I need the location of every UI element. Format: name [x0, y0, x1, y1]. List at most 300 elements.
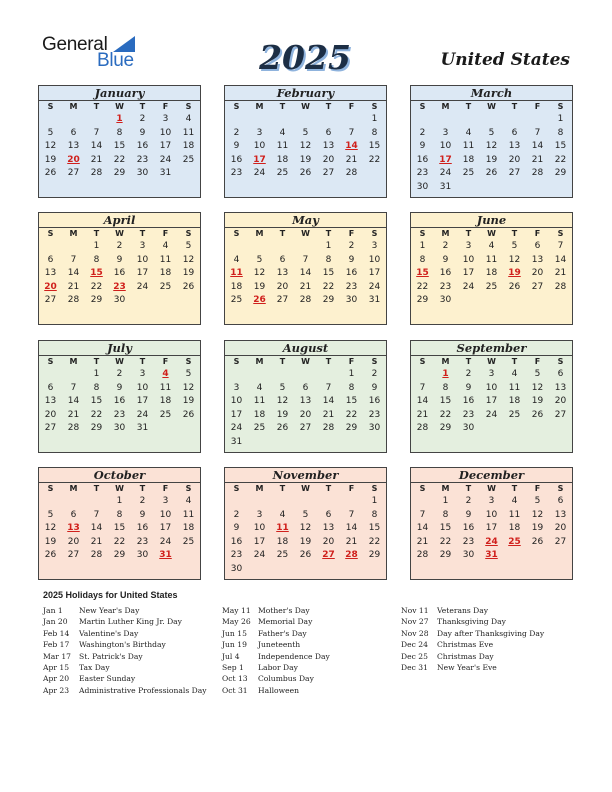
- day-cell: 23: [113, 409, 126, 420]
- day-cell: 11: [508, 382, 521, 393]
- empty-day-cell: [457, 294, 480, 308]
- empty-day-cell: [526, 181, 549, 195]
- month-table: [411, 228, 572, 308]
- weekday-header: T: [93, 102, 100, 111]
- day-cell: 7: [93, 127, 100, 138]
- day-cell: 29: [90, 295, 103, 306]
- weekday-header: T: [93, 484, 100, 493]
- day-cell: 13: [322, 523, 335, 534]
- weekday-header: W: [487, 357, 496, 366]
- day-cell: 28: [67, 295, 80, 306]
- day-cell: 6: [534, 241, 541, 251]
- day-cell: 11: [253, 396, 266, 407]
- day-cell: 2: [116, 241, 123, 251]
- weekday-header: T: [139, 102, 146, 111]
- day-cell: 7: [419, 382, 426, 393]
- day-cell: 14: [416, 396, 429, 407]
- day-cell: 18: [253, 409, 266, 420]
- day-cell: 27: [276, 295, 289, 306]
- day-cell: 29: [439, 550, 452, 561]
- holiday-date: Nov 11: [401, 606, 429, 615]
- day-cell: 12: [253, 268, 266, 279]
- holiday-date: Nov 28: [401, 628, 429, 638]
- day-cell: 12: [531, 382, 544, 393]
- day-cell: 1: [93, 241, 100, 251]
- day-cell: 19: [44, 536, 57, 547]
- day-cell: 3: [488, 496, 495, 506]
- empty-day-cell: [526, 113, 549, 127]
- day-cell: 11: [182, 509, 195, 520]
- empty-day-cell: [248, 368, 271, 382]
- day-cell: 16: [230, 536, 243, 547]
- day-cell: 22: [439, 536, 452, 547]
- empty-day-cell: [85, 113, 108, 127]
- weekday-header: M: [255, 357, 264, 366]
- month-title: April: [39, 213, 200, 228]
- empty-day-cell: [225, 240, 248, 254]
- day-cell: 25: [230, 295, 243, 306]
- weekday-header: S: [419, 229, 426, 238]
- day-cell: 15: [345, 396, 358, 407]
- holiday-name: New Year's Day: [79, 606, 140, 615]
- weekday-header: F: [162, 484, 169, 493]
- month-title: July: [39, 341, 200, 356]
- weekday-header: W: [487, 229, 496, 238]
- weekday-header: S: [233, 102, 240, 111]
- holiday-column: [222, 605, 330, 696]
- empty-day-cell: [85, 495, 108, 509]
- weekday-header: T: [139, 357, 146, 366]
- day-cell: 2: [465, 496, 472, 506]
- empty-day-cell: [62, 240, 85, 254]
- day-cell: 22: [322, 281, 335, 292]
- day-cell: 12: [44, 523, 57, 534]
- day-cell: 22: [368, 536, 381, 547]
- day-cell: 7: [534, 127, 541, 138]
- day-cell: 16: [136, 523, 149, 534]
- empty-day-cell: [317, 563, 340, 577]
- day-cell: 30: [136, 550, 149, 561]
- day-cell: 25: [276, 168, 289, 179]
- empty-day-cell: [457, 181, 480, 195]
- holiday-item: [222, 605, 330, 616]
- day-cell: 31: [230, 436, 243, 447]
- empty-day-cell: [39, 495, 62, 509]
- holiday-day-cell: 17: [439, 154, 452, 165]
- day-cell: 1: [371, 496, 378, 506]
- day-cell: 21: [67, 409, 80, 420]
- holiday-item: [43, 685, 207, 696]
- holiday-day-cell: 11: [276, 523, 289, 534]
- empty-day-cell: [131, 294, 154, 308]
- empty-day-cell: [549, 181, 572, 195]
- day-cell: 23: [230, 550, 243, 561]
- day-cell: 2: [116, 369, 123, 379]
- weekday-header: M: [69, 102, 78, 111]
- day-cell: 11: [182, 127, 195, 138]
- day-cell: 11: [159, 382, 172, 393]
- weekday-header: F: [534, 102, 541, 111]
- holiday-name: Administrative Professionals Day: [79, 685, 207, 695]
- weekday-header: T: [279, 229, 286, 238]
- empty-day-cell: [294, 495, 317, 509]
- day-cell: 10: [253, 141, 266, 152]
- day-cell: 17: [462, 268, 475, 279]
- day-cell: 4: [233, 254, 240, 265]
- weekday-header: W: [301, 229, 310, 238]
- day-cell: 14: [67, 396, 80, 407]
- logo-text-general: General: [42, 34, 108, 55]
- empty-day-cell: [363, 436, 386, 450]
- day-cell: 21: [345, 536, 358, 547]
- day-cell: 21: [345, 154, 358, 165]
- holiday-day-cell: 24: [485, 536, 498, 547]
- day-cell: 7: [93, 509, 100, 520]
- holiday-name: Juneteenth: [258, 640, 301, 650]
- weekday-header: F: [348, 229, 355, 238]
- day-cell: 5: [47, 509, 54, 520]
- day-cell: 10: [159, 509, 172, 520]
- empty-day-cell: [294, 240, 317, 254]
- holiday-item: [222, 673, 330, 684]
- empty-day-cell: [411, 368, 434, 382]
- day-cell: 24: [159, 536, 172, 547]
- day-cell: 18: [462, 154, 475, 165]
- holiday-item: [43, 628, 207, 639]
- day-cell: 20: [322, 154, 335, 165]
- day-cell: 20: [554, 523, 567, 534]
- day-cell: 30: [136, 168, 149, 179]
- holiday-item: [222, 685, 330, 696]
- day-cell: 11: [462, 141, 475, 152]
- holiday-item: [401, 662, 544, 673]
- day-cell: 31: [368, 295, 381, 306]
- day-cell: 19: [531, 396, 544, 407]
- day-cell: 14: [299, 268, 312, 279]
- month-table: [225, 483, 386, 577]
- weekday-header: S: [47, 357, 54, 366]
- month-title: May: [225, 213, 386, 228]
- month-title: June: [411, 213, 572, 228]
- empty-day-cell: [480, 113, 503, 127]
- empty-day-cell: [294, 563, 317, 577]
- empty-day-cell: [177, 294, 200, 308]
- month-title: October: [39, 468, 200, 483]
- day-cell: 8: [348, 382, 355, 393]
- day-cell: 2: [139, 114, 146, 124]
- day-cell: 5: [488, 127, 495, 138]
- day-cell: 25: [253, 423, 266, 434]
- holiday-day-cell: 1: [442, 369, 449, 379]
- day-cell: 19: [531, 523, 544, 534]
- holiday-item: [222, 616, 330, 627]
- day-cell: 6: [325, 509, 332, 520]
- holiday-day-cell: 28: [345, 550, 358, 561]
- month-table: [39, 483, 200, 563]
- day-cell: 10: [136, 382, 149, 393]
- weekday-header: T: [139, 229, 146, 238]
- day-cell: 22: [345, 409, 358, 420]
- empty-day-cell: [317, 495, 340, 509]
- day-cell: 21: [90, 154, 103, 165]
- weekday-header: T: [325, 102, 332, 111]
- day-cell: 28: [345, 168, 358, 179]
- day-cell: 8: [442, 509, 449, 520]
- empty-day-cell: [39, 113, 62, 127]
- day-cell: 26: [299, 550, 312, 561]
- month-table: [39, 356, 200, 436]
- weekday-header: T: [279, 484, 286, 493]
- empty-day-cell: [549, 294, 572, 308]
- empty-day-cell: [154, 294, 177, 308]
- empty-day-cell: [62, 368, 85, 382]
- weekday-header: F: [534, 357, 541, 366]
- day-cell: 29: [113, 550, 126, 561]
- empty-day-cell: [294, 368, 317, 382]
- day-cell: 12: [485, 141, 498, 152]
- day-cell: 24: [136, 409, 149, 420]
- weekday-header: T: [93, 357, 100, 366]
- day-cell: 28: [90, 168, 103, 179]
- day-cell: 8: [116, 127, 123, 138]
- weekday-header: S: [233, 357, 240, 366]
- month-july: [38, 340, 201, 453]
- day-cell: 20: [508, 154, 521, 165]
- weekday-header: T: [511, 229, 518, 238]
- day-cell: 4: [279, 127, 286, 138]
- day-cell: 18: [182, 523, 195, 534]
- weekday-header: S: [233, 229, 240, 238]
- weekday-header: W: [115, 102, 124, 111]
- day-cell: 20: [44, 409, 57, 420]
- day-cell: 25: [182, 154, 195, 165]
- day-cell: 20: [67, 536, 80, 547]
- day-cell: 20: [554, 396, 567, 407]
- weekday-header: S: [185, 229, 192, 238]
- day-cell: 6: [557, 369, 564, 379]
- empty-day-cell: [248, 436, 271, 450]
- day-cell: 10: [159, 127, 172, 138]
- day-cell: 5: [279, 382, 286, 393]
- empty-day-cell: [317, 436, 340, 450]
- day-cell: 17: [485, 396, 498, 407]
- day-cell: 3: [162, 496, 169, 506]
- day-cell: 30: [439, 295, 452, 306]
- holiday-date: Jun 19: [222, 640, 247, 650]
- day-cell: 5: [511, 241, 518, 251]
- weekday-header: F: [534, 484, 541, 493]
- day-cell: 28: [299, 295, 312, 306]
- empty-day-cell: [549, 422, 572, 436]
- day-cell: 14: [322, 396, 335, 407]
- empty-day-cell: [248, 113, 271, 127]
- weekday-header: S: [557, 357, 564, 366]
- holiday-day-cell: 23: [113, 281, 126, 292]
- empty-day-cell: [39, 240, 62, 254]
- day-cell: 22: [554, 154, 567, 165]
- day-cell: 27: [299, 423, 312, 434]
- day-cell: 26: [531, 409, 544, 420]
- day-cell: 18: [182, 141, 195, 152]
- empty-day-cell: [411, 495, 434, 509]
- holiday-date: May 11: [222, 606, 251, 615]
- day-cell: 24: [136, 281, 149, 292]
- month-september: [410, 340, 573, 453]
- holiday-item: [43, 639, 207, 650]
- day-cell: 24: [230, 423, 243, 434]
- day-cell: 4: [488, 241, 495, 251]
- day-cell: 7: [325, 382, 332, 393]
- day-cell: 10: [485, 382, 498, 393]
- day-cell: 22: [113, 154, 126, 165]
- day-cell: 29: [439, 423, 452, 434]
- weekday-header: S: [371, 357, 378, 366]
- weekday-header: S: [419, 102, 426, 111]
- day-cell: 23: [230, 168, 243, 179]
- day-cell: 14: [531, 141, 544, 152]
- weekday-header: S: [47, 229, 54, 238]
- empty-day-cell: [248, 240, 271, 254]
- month-november: [224, 467, 387, 580]
- day-cell: 24: [485, 409, 498, 420]
- month-october: [38, 467, 201, 580]
- day-cell: 19: [44, 154, 57, 165]
- weekday-header: S: [185, 484, 192, 493]
- empty-day-cell: [39, 368, 62, 382]
- empty-day-cell: [480, 422, 503, 436]
- weekday-header: M: [69, 484, 78, 493]
- day-cell: 17: [253, 536, 266, 547]
- holiday-name: Memorial Day: [258, 617, 313, 627]
- holiday-item: [401, 639, 544, 650]
- holiday-name: Independence Day: [258, 651, 330, 661]
- month-table: [39, 101, 200, 181]
- day-cell: 10: [136, 254, 149, 265]
- day-cell: 18: [230, 281, 243, 292]
- day-cell: 5: [534, 369, 541, 379]
- day-cell: 31: [159, 168, 172, 179]
- day-cell: 21: [67, 281, 80, 292]
- empty-day-cell: [503, 549, 526, 563]
- day-cell: 11: [276, 141, 289, 152]
- empty-day-cell: [434, 113, 457, 127]
- day-cell: 5: [47, 127, 54, 138]
- holiday-name: Christmas Day: [437, 651, 494, 661]
- month-title: December: [411, 468, 572, 483]
- empty-day-cell: [411, 113, 434, 127]
- day-cell: 27: [531, 281, 544, 292]
- holiday-name: Martin Luther King Jr. Day: [79, 617, 182, 627]
- holiday-day-cell: 13: [67, 523, 80, 534]
- day-cell: 13: [554, 509, 567, 520]
- holiday-name: Tax Day: [79, 662, 110, 672]
- day-cell: 26: [44, 550, 57, 561]
- day-cell: 17: [136, 396, 149, 407]
- empty-day-cell: [363, 167, 386, 181]
- day-cell: 9: [233, 141, 240, 152]
- day-cell: 14: [67, 268, 80, 279]
- month-table: [225, 356, 386, 450]
- day-cell: 28: [67, 423, 80, 434]
- empty-day-cell: [271, 436, 294, 450]
- day-cell: 13: [44, 268, 57, 279]
- day-cell: 1: [419, 241, 426, 251]
- weekday-header: S: [557, 484, 564, 493]
- day-cell: 12: [182, 382, 195, 393]
- day-cell: 30: [345, 295, 358, 306]
- empty-day-cell: [62, 113, 85, 127]
- day-cell: 6: [47, 254, 54, 265]
- day-cell: 23: [462, 409, 475, 420]
- weekday-header: W: [301, 357, 310, 366]
- day-cell: 7: [419, 509, 426, 520]
- day-cell: 21: [416, 409, 429, 420]
- day-cell: 24: [462, 281, 475, 292]
- empty-day-cell: [503, 294, 526, 308]
- holiday-name: Thanksgiving Day: [437, 617, 506, 627]
- holiday-name: Columbus Day: [258, 674, 314, 684]
- weekday-header: S: [419, 484, 426, 493]
- month-title: September: [411, 341, 572, 356]
- weekday-header: F: [162, 229, 169, 238]
- day-cell: 2: [233, 509, 240, 520]
- day-cell: 16: [368, 396, 381, 407]
- empty-day-cell: [340, 436, 363, 450]
- day-cell: 19: [182, 268, 195, 279]
- empty-day-cell: [526, 549, 549, 563]
- empty-day-cell: [294, 113, 317, 127]
- day-cell: 3: [442, 127, 449, 138]
- holiday-day-cell: 26: [253, 295, 266, 306]
- empty-day-cell: [480, 294, 503, 308]
- weekday-header: W: [301, 102, 310, 111]
- day-cell: 9: [465, 382, 472, 393]
- day-cell: 17: [485, 523, 498, 534]
- weekday-header: T: [279, 357, 286, 366]
- empty-day-cell: [526, 294, 549, 308]
- day-cell: 22: [113, 536, 126, 547]
- month-table: [39, 228, 200, 308]
- day-cell: 12: [44, 141, 57, 152]
- empty-day-cell: [526, 422, 549, 436]
- holiday-item: [43, 662, 207, 673]
- weekday-header: T: [465, 229, 472, 238]
- day-cell: 16: [136, 141, 149, 152]
- holiday-name: Father's Day: [258, 628, 307, 638]
- weekday-header: S: [371, 102, 378, 111]
- weekday-header: S: [185, 102, 192, 111]
- empty-day-cell: [340, 113, 363, 127]
- day-cell: 3: [465, 241, 472, 251]
- day-cell: 1: [348, 369, 355, 379]
- empty-day-cell: [225, 495, 248, 509]
- weekday-header: S: [233, 484, 240, 493]
- weekday-header: S: [371, 484, 378, 493]
- day-cell: 27: [44, 295, 57, 306]
- month-march: [410, 85, 573, 198]
- day-cell: 8: [371, 509, 378, 520]
- day-cell: 11: [159, 254, 172, 265]
- day-cell: 2: [419, 127, 426, 138]
- day-cell: 4: [162, 241, 169, 251]
- day-cell: 25: [462, 168, 475, 179]
- day-cell: 15: [113, 141, 126, 152]
- day-cell: 30: [416, 181, 429, 192]
- day-cell: 3: [256, 127, 263, 138]
- holiday-date: Mar 17: [43, 651, 72, 661]
- day-cell: 16: [439, 268, 452, 279]
- month-title: November: [225, 468, 386, 483]
